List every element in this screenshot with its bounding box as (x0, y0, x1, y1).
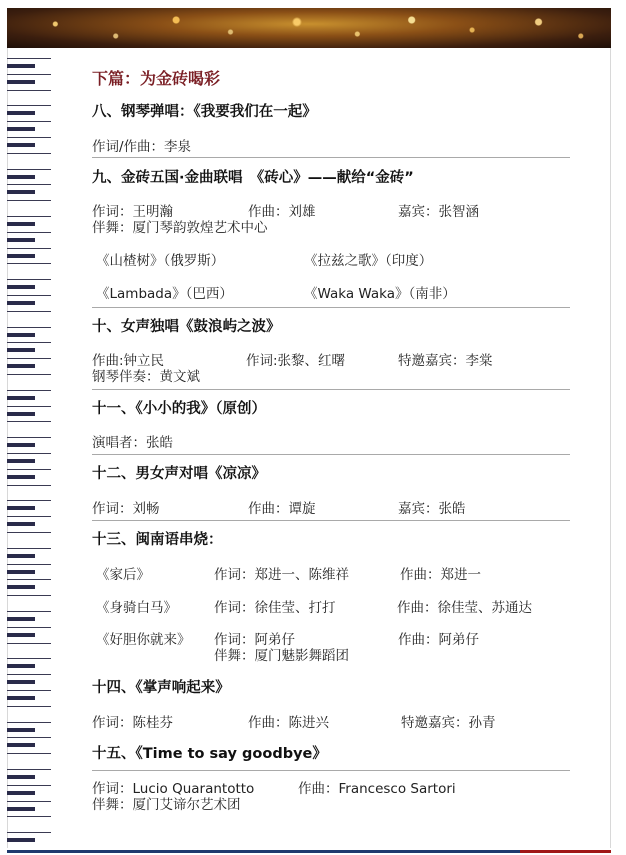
piano-black-key (7, 680, 35, 684)
piano-key-line (7, 137, 51, 138)
credit-text: 作词：王明瀚 (92, 204, 173, 220)
piano-key-line (7, 801, 51, 802)
piano-key-line (7, 469, 51, 470)
piano-key-line (7, 200, 51, 201)
piano-key-line (7, 105, 51, 106)
piano-black-key (7, 412, 35, 416)
credit-text: 作曲：徐佳莹、苏通达 (397, 600, 532, 616)
piano-key-line (7, 58, 51, 59)
credit-text: 作曲：阿弟仔 (398, 632, 479, 648)
piano-key-line (7, 485, 51, 486)
piano-black-key (7, 807, 35, 811)
piano-black-key (7, 190, 35, 194)
piano-black-key (7, 175, 35, 179)
piano-key-line (7, 816, 51, 817)
piano-key-line (7, 627, 51, 628)
credit-text: 演唱者：张皓 (92, 435, 173, 451)
credit-text: 作词：阿弟仔 (214, 632, 295, 648)
piano-black-key (7, 696, 35, 700)
divider (92, 454, 570, 455)
piano-key-line (7, 74, 51, 75)
piano-black-key (7, 443, 35, 447)
credit-text: 嘉宾：张智涵 (398, 204, 479, 220)
piano-black-key (7, 475, 35, 479)
piano-black-key (7, 633, 35, 637)
piano-black-key (7, 301, 35, 305)
piano-key-line (7, 516, 51, 517)
piano-black-key (7, 554, 35, 558)
piano-key-line (7, 90, 51, 91)
piano-black-key (7, 111, 35, 115)
divider (92, 389, 570, 390)
credit-text: 作曲：郑进一 (400, 567, 481, 583)
divider (92, 520, 570, 521)
piano-key-line (7, 769, 51, 770)
piano-key-line (7, 722, 51, 723)
piano-black-key (7, 333, 35, 337)
dance-credit: 伴舞：厦门魅影舞蹈团 (214, 648, 349, 664)
piano-credit: 钢琴伴奏：黄文斌 (92, 369, 200, 385)
song-title: 《拉兹之歌》（印度） (304, 253, 433, 269)
divider (92, 157, 570, 158)
song-title: 《Lambada》（巴西） (96, 286, 233, 302)
piano-black-key (7, 791, 35, 795)
credit-text: 作词：Lucio Quarantotto (92, 781, 255, 797)
piano-key-line (7, 595, 51, 596)
gold-bokeh-banner (7, 8, 611, 48)
piano-black-key (7, 775, 35, 779)
song-title: 《Waka Waka》（南非） (304, 286, 456, 302)
piano-key-line (7, 548, 51, 549)
credit-text: 作词：刘畅 (92, 501, 160, 517)
piano-black-key (7, 238, 35, 242)
piano-black-key (7, 143, 35, 147)
piano-key-line (7, 169, 51, 170)
piano-key-line (7, 785, 51, 786)
piano-key-line (7, 406, 51, 407)
piano-black-key (7, 396, 35, 400)
piano-key-line (7, 421, 51, 422)
section-heading: 九、金砖五国·金曲联唱 《砖心》——献给“金砖” (92, 170, 414, 186)
dance-credit: 伴舞：厦门琴韵敦煌艺术中心 (92, 220, 268, 236)
section-heading: 十二、男女声对唱《凉凉》 (92, 466, 266, 482)
credit-text: 作曲:钟立民 (92, 353, 165, 369)
piano-key-line (7, 232, 51, 233)
piano-key-line (7, 690, 51, 691)
dance-credit: 伴舞：厦门艾谛尔艺术团 (92, 797, 241, 813)
song-title: 《山楂树》（俄罗斯） (96, 253, 225, 269)
piano-key-line (7, 437, 51, 438)
credit-text: 作词：陈桂芬 (92, 715, 173, 731)
piano-black-key (7, 254, 35, 258)
piano-black-key (7, 743, 35, 747)
piano-key-line (7, 216, 51, 217)
section-heading: 八、钢琴弹唱：《我要我们在一起》 (92, 104, 317, 120)
piano-key-line (7, 342, 51, 343)
divider (92, 307, 570, 308)
piano-black-key (7, 80, 35, 84)
piano-key-line (7, 327, 51, 328)
credit-text: 作曲：谭旋 (248, 501, 316, 517)
piano-key-line (7, 832, 51, 833)
piano-black-key (7, 127, 35, 131)
section-heading: 十五、《Time to say goodbye》 (92, 746, 327, 762)
piano-black-key (7, 364, 35, 368)
credit-text: 作曲：Francesco Sartori (298, 781, 456, 797)
song-title: 《好胆你就来》 (96, 632, 191, 648)
divider (92, 770, 570, 771)
piano-key-line (7, 295, 51, 296)
section-heading: 十三、闽南语串烧： (92, 532, 223, 548)
credit-text: 特邀嘉宾：李棠 (398, 353, 493, 369)
piano-key-line (7, 390, 51, 391)
piano-key-line (7, 564, 51, 565)
song-title: 《身骑白马》 (96, 600, 177, 616)
credit-text: 嘉宾：张皓 (398, 501, 466, 517)
piano-key-line (7, 674, 51, 675)
piano-black-key (7, 522, 35, 526)
piano-black-key (7, 664, 35, 668)
piano-key-line (7, 263, 51, 264)
piano-key-line (7, 184, 51, 185)
piano-black-key (7, 348, 35, 352)
piano-black-key (7, 617, 35, 621)
credit-text: 作曲：陈进兴 (248, 715, 329, 731)
credit-text: 作词：郑进一、陈维祥 (214, 567, 349, 583)
piano-key-line (7, 658, 51, 659)
credit-text: 特邀嘉宾：孙青 (401, 715, 496, 731)
piano-black-key (7, 838, 35, 842)
section-heading: 十一、《小小的我》（原创） (92, 401, 266, 417)
piano-key-line (7, 374, 51, 375)
credit-text: 作词：徐佳莹、打打 (214, 600, 336, 616)
piano-black-key (7, 285, 35, 289)
piano-key-line (7, 453, 51, 454)
piano-key-line (7, 737, 51, 738)
piano-black-key (7, 459, 35, 463)
piano-key-line (7, 153, 51, 154)
piano-key-line (7, 358, 51, 359)
piano-black-key (7, 728, 35, 732)
credit-text: 作词:张黎、红曙 (246, 353, 346, 369)
piano-key-line (7, 248, 51, 249)
piano-key-line (7, 121, 51, 122)
credit-text: 作词/作曲：李泉 (92, 139, 192, 155)
piano-black-key (7, 64, 35, 68)
credit-text: 作曲：刘雄 (248, 204, 316, 220)
footer-accent (520, 850, 611, 853)
piano-key-line (7, 311, 51, 312)
part-title: 下篇：为金砖喝彩 (92, 69, 221, 88)
song-title: 《家后》 (96, 567, 150, 583)
piano-black-key (7, 585, 35, 589)
piano-key-line (7, 579, 51, 580)
piano-key-line (7, 532, 51, 533)
piano-key-line (7, 706, 51, 707)
section-heading: 十、女声独唱《鼓浪屿之波》 (92, 319, 281, 335)
piano-keys-decoration (0, 52, 52, 842)
piano-key-line (7, 753, 51, 754)
piano-black-key (7, 570, 35, 574)
piano-black-key (7, 222, 35, 226)
section-heading: 十四、《掌声响起来》 (92, 680, 230, 696)
piano-key-line (7, 279, 51, 280)
piano-key-line (7, 611, 51, 612)
piano-key-line (7, 643, 51, 644)
page-border-right (610, 48, 611, 848)
piano-key-line (7, 500, 51, 501)
piano-black-key (7, 506, 35, 510)
